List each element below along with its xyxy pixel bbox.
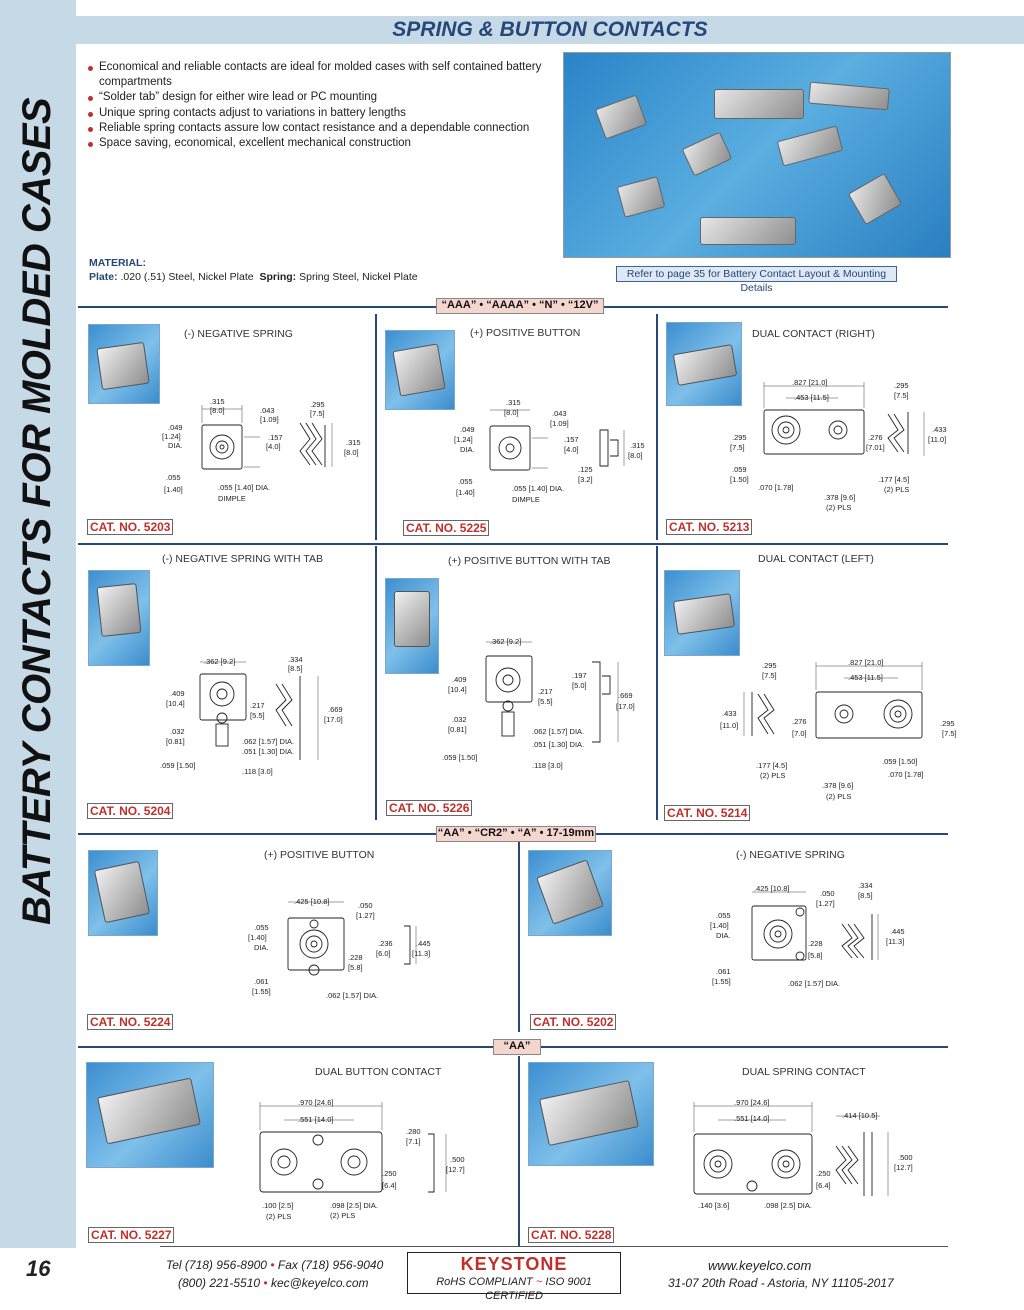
column-divider <box>375 546 377 820</box>
dimension-label: .062 [1.57] DIA. <box>788 979 841 988</box>
dimension-label: .500 <box>898 1153 913 1162</box>
feature-item: Economical and reliable contacts are ideal for molded cases with self contained battery compartments <box>88 60 558 90</box>
product-thumbnail <box>88 324 160 404</box>
spring-label: Spring: <box>259 271 297 283</box>
dimension-label: .445 <box>416 939 431 948</box>
product-thumbnail <box>88 850 158 936</box>
dimension-label: [1.09] <box>260 415 279 424</box>
dimension-label: DIMPLE <box>512 495 540 504</box>
dimension-label: .228 <box>808 939 823 948</box>
product-thumbnail <box>86 1062 214 1168</box>
dimension-label: [0.81] <box>448 725 467 734</box>
material-heading: MATERIAL: <box>89 257 146 269</box>
dimension-drawing <box>728 376 950 516</box>
dimension-label: [1.27] <box>356 911 375 920</box>
dimension-label: .059 [1.50] <box>882 757 918 766</box>
catalog-number: CAT. NO. 5202 <box>530 1014 616 1030</box>
dimension-label: [17.0] <box>324 715 343 724</box>
column-divider <box>518 1056 520 1246</box>
product-thumbnail <box>88 570 150 666</box>
dimension-label: DIMPLE <box>218 494 246 503</box>
dimension-label: .157 <box>564 435 579 444</box>
dimension-label: [17.0] <box>616 702 635 711</box>
column-divider <box>518 842 520 1032</box>
dimension-label: (2) PLS <box>330 1211 356 1220</box>
address: 31-07 20th Road - Astoria, NY 11105-2017 <box>668 1276 894 1290</box>
dimension-label: .453 [11.5] <box>848 673 883 682</box>
dimension-label: .295 <box>762 661 777 670</box>
dimension-label: [3.2] <box>578 475 593 484</box>
dimension-label: .049 <box>168 423 183 432</box>
dimension-label: .118 [3.0] <box>532 761 563 770</box>
dimension-label: DIA. <box>254 943 269 952</box>
product-title: (+) POSITIVE BUTTON <box>264 849 375 861</box>
dimension-label: .055 [1.40] DIA. <box>512 484 565 493</box>
dimension-label: .059 [1.50] <box>442 753 478 762</box>
dimension-label: [1.24] <box>162 432 181 441</box>
dimension-label: .197 <box>572 671 587 680</box>
dimension-label: [6.4] <box>382 1181 397 1190</box>
dimension-label: [5.8] <box>348 963 363 972</box>
product-thumbnail <box>528 1062 654 1166</box>
catalog-number: CAT. NO. 5225 <box>403 520 489 536</box>
dimension-label: [11.3] <box>886 937 905 946</box>
product-title: DUAL BUTTON CONTACT <box>315 1066 442 1078</box>
dimension-label: [10.4] <box>448 685 467 694</box>
catalog-number: CAT. NO. 5204 <box>87 803 173 819</box>
dimension-label: [8.0] <box>628 451 643 460</box>
dimension-label: .280 <box>406 1127 421 1136</box>
reference-note: Refer to page 35 for Battery Contact Layout & Mounting Details <box>616 266 897 282</box>
dimension-label: .228 <box>348 953 363 962</box>
product-thumbnail <box>385 578 439 674</box>
dimension-label: .157 <box>268 433 283 442</box>
feature-item: Unique spring contacts adjust to variations in battery lengths <box>88 106 558 121</box>
dimension-label: .362 [9.2] <box>204 657 236 666</box>
product-title: DUAL CONTACT (RIGHT) <box>752 328 875 340</box>
feature-list <box>88 60 558 151</box>
dimension-label: [8.5] <box>858 891 873 900</box>
dimension-drawing <box>158 650 370 780</box>
dimension-label: [4.0] <box>266 442 281 451</box>
dimension-label: .425 [10.8] <box>294 897 330 906</box>
dimension-label: (2) PLS <box>266 1212 292 1221</box>
dimension-label: .970 [24.6] <box>734 1098 770 1107</box>
dimension-label: .315 <box>210 397 225 406</box>
side-title: BATTERY CONTACTS FOR MOLDED CASES <box>15 97 59 925</box>
dimension-label: .295 <box>894 381 909 390</box>
dimension-label: .551 [14.0] <box>734 1114 770 1123</box>
dimension-label: .055 [1.40] DIA. <box>218 483 271 492</box>
product-title: DUAL CONTACT (LEFT) <box>758 553 874 565</box>
dimension-label: (2) PLS <box>826 792 852 801</box>
dimension-label: .217 <box>250 701 265 710</box>
product-title: (+) POSITIVE BUTTON <box>470 327 581 339</box>
dimension-label: .059 [1.50] <box>160 761 196 770</box>
dimension-label: [1.40] <box>164 485 183 494</box>
rohs-text: RoHS COMPLIANT <box>436 1276 533 1288</box>
dimension-label: [6.0] <box>376 949 391 958</box>
product-title: (+) POSITIVE BUTTON WITH TAB <box>448 555 611 567</box>
dimension-label: .295 <box>940 719 955 728</box>
dimension-label: .276 <box>792 717 807 726</box>
dimension-label: [7.5] <box>730 443 745 452</box>
dimension-label: [1.40] <box>248 933 267 942</box>
dimension-label: .433 <box>932 425 947 434</box>
plate-value: .020 (.51) Steel, Nickel Plate <box>120 271 254 283</box>
dimension-label: (2) PLS <box>826 503 852 512</box>
dimension-label: .500 <box>450 1155 465 1164</box>
dimension-label: .062 [1.57] DIA. <box>532 727 585 736</box>
column-divider <box>656 314 658 540</box>
dimension-drawing <box>718 654 957 804</box>
dimension-label: .140 [3.6] <box>698 1201 730 1210</box>
dimension-label: .098 [2.5] DIA. <box>330 1201 378 1210</box>
dimension-label: [1.55] <box>252 987 271 996</box>
dimension-label: [1.27] <box>816 899 835 908</box>
dimension-label: [5.5] <box>538 697 553 706</box>
dimension-label: DIA. <box>716 931 731 940</box>
dimension-label: [6.4] <box>816 1181 831 1190</box>
dimension-label: [1.40] <box>456 488 475 497</box>
product-thumbnail <box>385 330 455 410</box>
dimension-label: .070 [1.78] <box>758 483 794 492</box>
dimension-label: [8.0] <box>504 408 519 417</box>
dimension-label: .827 [21.0] <box>792 378 828 387</box>
dimension-label: .177 [4.5] <box>878 475 910 484</box>
dimension-label: [1.24] <box>454 435 473 444</box>
dimension-label: .433 <box>722 709 737 718</box>
dimension-label: .055 <box>254 923 269 932</box>
dimension-label: .453 [11.5] <box>794 393 829 402</box>
page-number: 16 <box>26 1256 51 1281</box>
dimension-label: .250 <box>816 1169 831 1178</box>
dimension-label: [11.3] <box>412 949 431 958</box>
email-link[interactable]: kec@keyelco.com <box>270 1276 369 1290</box>
dimension-label: .409 <box>170 689 185 698</box>
dimension-label: .050 <box>358 901 373 910</box>
dimension-label: DIA. <box>460 445 475 454</box>
dimension-label: DIA. <box>168 441 183 450</box>
product-title: DUAL SPRING CONTACT <box>742 1066 866 1078</box>
dimension-label: .062 [1.57] DIA. <box>326 991 379 1000</box>
dimension-label: [8.5] <box>288 664 303 673</box>
material-spec <box>89 256 418 284</box>
dimension-label: [10.4] <box>166 699 185 708</box>
product-title: (-) NEGATIVE SPRING <box>736 849 845 861</box>
catalog-number: CAT. NO. 5214 <box>664 805 750 821</box>
column-divider <box>375 314 377 540</box>
dimension-label: [4.0] <box>564 445 579 454</box>
feature-item: “Solder tab” design for either wire lead or PC mounting <box>88 90 558 105</box>
dimension-label: .059 <box>732 465 747 474</box>
dimension-drawing <box>160 395 372 510</box>
spring-value: Spring Steel, Nickel Plate <box>299 271 418 283</box>
row-divider <box>78 543 948 545</box>
dimension-drawing <box>258 1092 474 1227</box>
logo-text: KEYSTONE <box>460 1254 568 1274</box>
dimension-label: .425 [10.8] <box>754 884 790 893</box>
dimension-label: .177 [4.5] <box>756 761 788 770</box>
dimension-label: .295 <box>310 400 325 409</box>
dimension-label: .125 <box>578 465 593 474</box>
dimension-label: [1.09] <box>550 419 569 428</box>
dimension-label: [7.5] <box>894 391 909 400</box>
dimension-label: .055 <box>716 911 731 920</box>
dimension-label: .070 [1.78] <box>888 770 924 779</box>
dimension-label: [7.5] <box>942 729 957 738</box>
website-link[interactable]: www.keyelco.com <box>708 1258 812 1273</box>
dimension-label: .043 <box>260 406 275 415</box>
dimension-label: [7.01] <box>866 443 885 452</box>
dimension-label: .276 <box>868 433 883 442</box>
product-title: (-) NEGATIVE SPRING <box>184 328 293 340</box>
dimension-label: [5.5] <box>250 711 265 720</box>
catalog-number: CAT. NO. 5226 <box>386 800 472 816</box>
dimension-label: .051 [1.30] DIA. <box>242 747 295 756</box>
product-photo <box>563 52 951 258</box>
dimension-label: .098 [2.5] DIA. <box>764 1201 812 1210</box>
phone-number: Tel (718) 956-8900 <box>166 1258 267 1272</box>
dimension-label: .669 <box>618 691 633 700</box>
dimension-label: .315 <box>506 398 521 407</box>
dimension-label: .100 [2.5] <box>262 1201 294 1210</box>
catalog-number: CAT. NO. 5227 <box>88 1227 174 1243</box>
dimension-label: [1.50] <box>730 475 749 484</box>
column-divider <box>656 546 658 820</box>
dimension-label: (2) PLS <box>884 485 910 494</box>
dimension-label: [7.5] <box>762 671 777 680</box>
plate-label: Plate: <box>89 271 118 283</box>
dimension-label: [8.0] <box>210 406 225 415</box>
dimension-label: [1.40] <box>710 921 729 930</box>
dimension-label: .118 [3.0] <box>242 767 273 776</box>
catalog-number: CAT. NO. 5213 <box>666 519 752 535</box>
dimension-drawing <box>244 890 444 1005</box>
dimension-label: .250 <box>382 1169 397 1178</box>
dimension-label: .334 <box>858 881 873 890</box>
feature-item: Space saving, economical, excellent mechanical construction <box>88 136 558 151</box>
footer-contact-line1: Tel (718) 956-8900 • Fax (718) 956-9040 <box>166 1258 384 1272</box>
section-label: “AA” <box>493 1039 541 1055</box>
dimension-label: .414 [10.5] <box>842 1111 878 1120</box>
dimension-label: .362 [9.2] <box>490 637 522 646</box>
dimension-label: .378 [9.6] <box>822 781 854 790</box>
dimension-label: .051 [1.30] DIA. <box>532 740 585 749</box>
dimension-label: [11.0] <box>928 435 947 444</box>
dimension-label: .061 <box>716 967 731 976</box>
dimension-label: [5.8] <box>808 951 823 960</box>
dimension-label: [12.7] <box>446 1165 465 1174</box>
catalog-number: CAT. NO. 5203 <box>87 519 173 535</box>
dimension-drawing <box>690 1094 920 1219</box>
dimension-label: .970 [24.6] <box>298 1098 334 1107</box>
section-label: “AA” • “CR2” • “A” • 17-19mm <box>436 826 596 842</box>
dimension-label: .032 <box>452 715 467 724</box>
catalog-number: CAT. NO. 5224 <box>87 1014 173 1030</box>
dimension-label: .669 <box>328 705 343 714</box>
fax-number: Fax (718) 956-9040 <box>277 1258 384 1272</box>
dimension-label: .445 <box>890 927 905 936</box>
catalog-number: CAT. NO. 5228 <box>528 1227 614 1243</box>
dimension-label: .378 [9.6] <box>824 493 856 502</box>
dimension-label: .315 <box>630 441 645 450</box>
dimension-label: .062 [1.57] DIA. <box>242 737 295 746</box>
dimension-label: [8.0] <box>344 448 359 457</box>
dimension-label: [5.0] <box>572 681 587 690</box>
dimension-label: .295 <box>732 433 747 442</box>
dimension-label: (2) PLS <box>760 771 786 780</box>
tollfree-number: (800) 221-5510 <box>178 1276 261 1290</box>
dimension-label: .055 <box>166 473 181 482</box>
product-title: (-) NEGATIVE SPRING WITH TAB <box>162 553 324 565</box>
dimension-label: [1.55] <box>712 977 731 986</box>
footer-rule <box>160 1246 948 1247</box>
dimension-drawing <box>708 878 924 993</box>
dimension-label: .236 <box>378 939 393 948</box>
iso-text: ISO 9001 CERTIFIED <box>485 1276 592 1302</box>
dimension-label: .032 <box>170 727 185 736</box>
dimension-label: .551 [14.0] <box>298 1115 334 1124</box>
dimension-label: [7.5] <box>310 409 325 418</box>
dimension-drawing <box>450 396 655 511</box>
page-title: SPRING & BUTTON CONTACTS <box>392 18 708 41</box>
dimension-label: .217 <box>538 687 553 696</box>
dimension-label: .055 <box>458 477 473 486</box>
dimension-label: [7.1] <box>406 1137 421 1146</box>
dimension-label: [11.0] <box>720 721 739 730</box>
dimension-label: .050 <box>820 889 835 898</box>
keystone-logo: KEYSTONE RoHS COMPLIANT ~ ISO 9001 CERTIFIED <box>407 1252 621 1294</box>
dimension-label: .049 <box>460 425 475 434</box>
section-label: “AAA” • “AAAA” • “N” • “12V” <box>436 298 604 314</box>
dimension-label: [0.81] <box>166 737 185 746</box>
dimension-label: .315 <box>346 438 361 447</box>
dimension-label: .061 <box>254 977 269 986</box>
dimension-label: .043 <box>552 409 567 418</box>
dimension-label: .827 [21.0] <box>848 658 884 667</box>
dimension-label: .409 <box>452 675 467 684</box>
product-thumbnail <box>664 570 740 656</box>
dimension-label: .334 <box>288 655 303 664</box>
feature-item: Reliable spring contacts assure low contact resistance and a dependable connection <box>88 121 558 136</box>
dimension-label: [12.7] <box>894 1163 913 1172</box>
dimension-label: [7.0] <box>792 729 807 738</box>
footer-contact-line2: (800) 221-5510 • kec@keyelco.com <box>178 1276 369 1290</box>
product-thumbnail <box>528 850 612 936</box>
dimension-drawing <box>442 632 654 772</box>
